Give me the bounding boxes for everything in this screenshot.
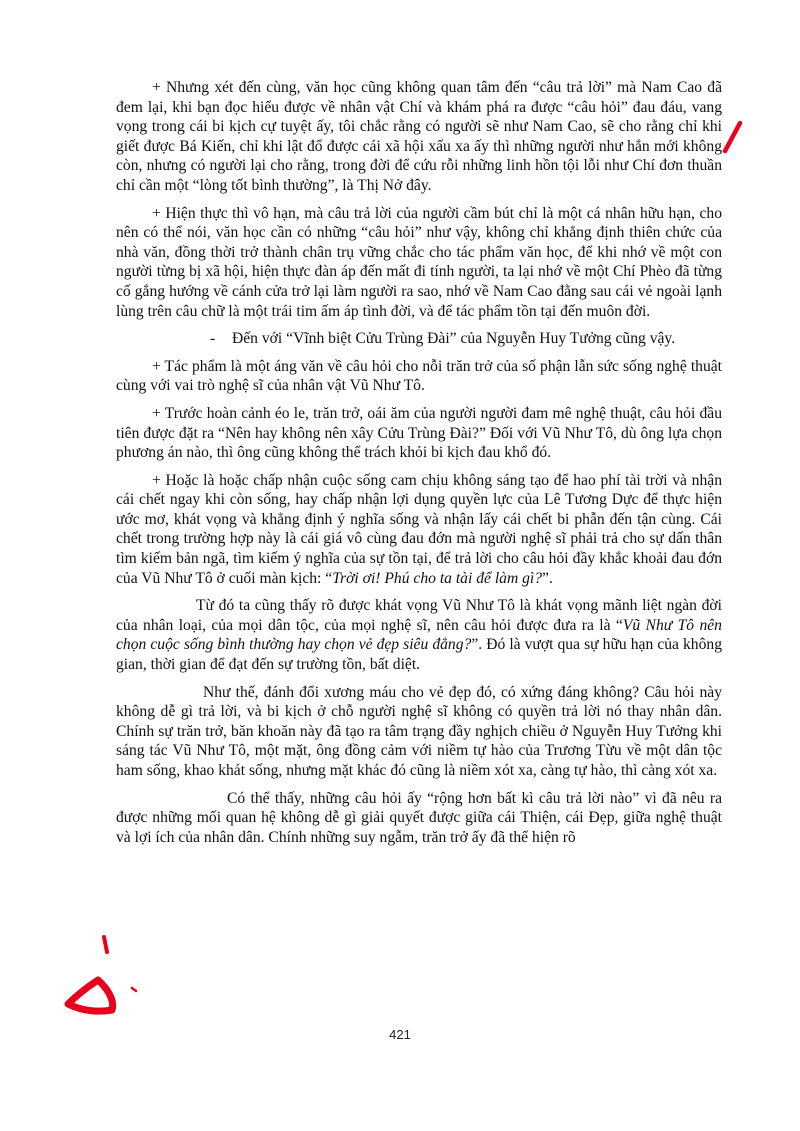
paragraph-text: + Tác phẩm là một áng văn về câu hỏi cho nỗi trăn trở của số phận lẫn sức sống nghệ thuật cùng với vai trò nghệ sĩ của nhân vật Vũ Như Tô. [116, 357, 722, 395]
paragraph-text: Như thế, đánh đổi xương máu cho vẻ đẹp đó, có xứng đáng không? Câu hỏi này không dễ gì trả lời, và bi kịch ở chỗ người nghệ sĩ không có quyền trả lời nó thay nhân dân. Chính sự trăn trở, băn khoăn này đã tạo ra tâm trạng đầy nghịch chiều ở Nguyễn Huy Tưởng khi sáng tác Vũ Như Tô, một mặt, ông đồng cảm với niềm tự hào của Trương Từu về một dân tộc ham sống, khao khát sống, nhưng mặt khác đó cũng là niềm xót xa, càng tự hào, thì càng xót xa. [116, 683, 722, 779]
paragraph-6 [116, 471, 722, 589]
paragraph-7 [116, 596, 722, 674]
paragraph-text-end: ”. [542, 569, 553, 587]
paragraph-8 [116, 683, 722, 781]
paragraph-text-end: ”. Đó là vượt qua sự hữu hạn của không gian, thời gian để đạt đến sự trường tồn, bất diệt. [116, 636, 722, 674]
paragraph-text: + Nhưng xét đến cùng, văn học cũng không quan tâm đến “câu trả lời” mà Nam Cao đã đem lại, khi bạn đọc hiểu được về nhân vật Chí và khám phá ra được “câu hỏi” đau đáu, vang vọng trong cái bi kịch cự tuyệt ấy, tôi chắc rằng có người sẽ như Nam Cao, sẽ cho rằng chỉ khi giết được Bá Kiến, chỉ khi lật đổ được cái xã hội xấu xa ấy thì những người như hắn mới không còn, nhưng có người lại cho rằng, trong đời để cứu rỗi những linh hồn tội lỗi như Chí đơn thuần chỉ cần một “lòng tốt bình thường”, là Thị Nở đây. [116, 79, 722, 194]
list-dash: - [210, 330, 216, 348]
paragraph-5 [116, 404, 722, 463]
paragraph-9 [116, 789, 722, 848]
paragraph-text: + Trước hoàn cảnh éo le, trăn trở, oái ăm của người người đam mê nghệ thuật, câu hỏi đầu tiên được đặt ra “Nên hay không nên xây Cửu Trùng Đài?” Đối với Vũ Như Tô, dù ông lựa chọn phương án nào, thì ông cũng không thể trách khỏi bi kịch đau khổ đó. [116, 404, 722, 462]
paragraph-text: Đến với “Vĩnh biệt Cửu Trùng Đài” của Nguyễn Huy Tưởng cũng vậy. [232, 330, 676, 348]
paragraph-3 [116, 329, 722, 349]
italic-quote: Vũ Như Tô nên chọn cuộc sống bình thường hay chọn vẻ đẹp siêu đẳng? [116, 616, 722, 654]
page-number: 421 [389, 1027, 411, 1042]
paragraph-4 [116, 357, 722, 396]
document-body [116, 78, 722, 855]
paragraph-text: + Hoặc là hoặc chấp nhận cuộc sống cam chịu không sáng tạo để hao phí tài trời và nhận cái chết ngay khi còn sống, hay chấp nhận lợi dụng quyền lực của Lê Tương Dực để thực hiện ước mơ, khát vọng và khẳng định ý nghĩa sống và nhận lấy cái chết bi phẫn đến tận cùng. Cái chết trong trường hợp này là cái giá vô cùng đau đớn mà người nghệ sĩ phải trả cho sự dấn thân tìm kiếm bản ngã, tìm kiếm ý nghĩa của sự tồn tại, để trả lời cho câu hỏi đầy khắc khoải đau đớn của Vũ Như Tô ở cuối màn kịch: “ [116, 471, 722, 587]
paragraph-text: Có thể thấy, những câu hỏi ấy “rộng hơn bất kì câu trả lời nào” vì đã nêu ra được những mối quan hệ không dễ gì giải quyết được giữa cái Thiện, cái Đẹp, giữa nghệ thuật và lợi ích của nhân dân. Chính những suy ngẫm, trăn trở ấy đã thể hiện rõ [116, 789, 722, 846]
paragraph-2 [116, 204, 722, 322]
paragraph-text: Từ đó ta cũng thấy rõ được khát vọng Vũ Như Tô là khát vọng mãnh liệt ngàn đời của nhân loại, của mọi dân tộc, của mọi nghệ sĩ, nên câu hỏi được đưa ra là “ [116, 597, 722, 634]
red-stamp-mark-icon [60, 930, 150, 1020]
red-tick-mark-icon [722, 120, 744, 154]
paragraph-text: + Hiện thực thì vô hạn, mà câu trả lời của người cầm bút chỉ là một cá nhân hữu hạn, cho nên có thể nói, văn học cần có những “câu hỏi” như vậy, không chỉ khẳng định thiên chức của nhà văn, đồng thời trở thành chân trụ vững chắc cho tác phẩm văn học, để khi nhớ về một con người từng bị xã hội, hiện thực đàn áp đến mất đi tính người, ta lại nhớ về một Chí Phèo đã từng cố gắng hướng về cánh cửa trở lại làm người ra sao, nhớ về Nam Cao đằng sau cái vẻ ngoài lạnh lùng trên câu chữ là một trái tim ấm áp tình đời, và để tác phẩm tồn tại đến muôn đời. [116, 204, 722, 320]
italic-quote: Trời ơi! Phú cho ta tài để làm gì? [332, 569, 543, 587]
paragraph-1 [116, 78, 722, 196]
